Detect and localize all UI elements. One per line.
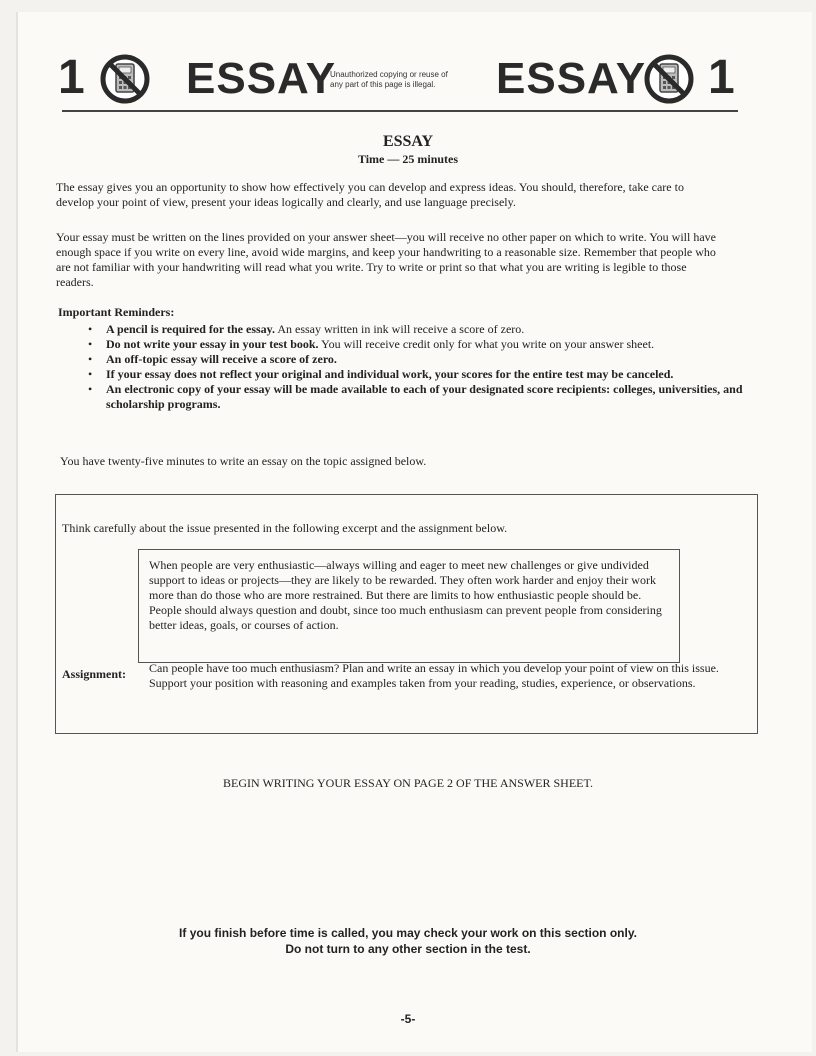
prompt-box (55, 494, 758, 734)
section-number-left: 1 (58, 51, 85, 104)
time-limit: Time — 25 minutes (357, 152, 459, 166)
section-number-right: 1 (708, 51, 735, 104)
copyright-notice: Unauthorized copying or reuse of any part of this page is illegal. (330, 70, 448, 89)
list-item: • An electronic copy of your essay will be made available to each of your designated score recipients: colleges, universities, and scholarship programs. (88, 382, 743, 411)
reminders-list (86, 322, 746, 412)
reminders-heading: Important Reminders: (58, 305, 175, 319)
list-item: • An off-topic essay will receive a score of zero. (88, 352, 337, 366)
time-note: You have twenty-five minutes to write an essay on the topic assigned below. (60, 454, 427, 468)
begin-writing-note: BEGIN WRITING YOUR ESSAY ON PAGE 2 OF THE ANSWER SHEET. (223, 776, 593, 790)
assignment-label: Assignment: (62, 667, 127, 681)
essay-title: ESSAY (382, 133, 434, 150)
finish-note: If you finish before time is called, you may check your work on this section only. Do not turn to any other section in the test. (179, 926, 637, 956)
no-calculator-icon (100, 54, 150, 104)
page-number: -5- (400, 1012, 416, 1026)
no-calculator-icon (644, 54, 694, 104)
answer-sheet-paragraph: Your essay must be written on the lines provided on your answer sheet—you will receive no other paper on which to write. You will have enough space if you write on every line, avoid wide margins, and keep your handwriting to a reasonable size. Remember that people who are not familiar with your handwriting will read what you write. Try to write or print so that what you are writing is legible to those readers. (56, 230, 716, 289)
assignment-text: Can people have too much enthusiasm? Plan and write an essay in which you develop your point of view on this issue. Support your position with reasoning and examples taken from your reading, studies, experience, or observations. (149, 661, 719, 690)
excerpt-box: When people are very enthusiastic—always willing and eager to meet new challenges or give undivided support to ideas or projects—they are likely to be rewarded. They often work harder and enjoy their work more than do those who are more restrained. But there are limits to how enthusiastic people should be. People should always question and doubt, since too much enthusiasm can prevent people from considering better ideas, goals, or courses of action. (138, 549, 680, 663)
prompt-instruction: Think carefully about the issue presented in the following excerpt and the assignment below. (62, 521, 508, 535)
list-item: • Do not write your essay in your test book. You will receive credit only for what you write on your answer sheet. (88, 337, 655, 351)
header-rule (62, 110, 738, 112)
header-title-left: ESSAY (186, 54, 337, 103)
intro-paragraph: The essay gives you an opportunity to show how effectively you can develop and express ideas. You should, therefore, take care to develop your point of view, present your ideas logically and clearly, and use language precisely. (56, 180, 684, 209)
list-item: • If your essay does not reflect your original and individual work, your scores for the entire test may be canceled. (88, 367, 674, 381)
header-title-right: ESSAY (496, 54, 647, 103)
page-header (58, 50, 738, 108)
list-item: • A pencil is required for the essay. An essay written in ink will receive a score of zero. (88, 322, 525, 336)
